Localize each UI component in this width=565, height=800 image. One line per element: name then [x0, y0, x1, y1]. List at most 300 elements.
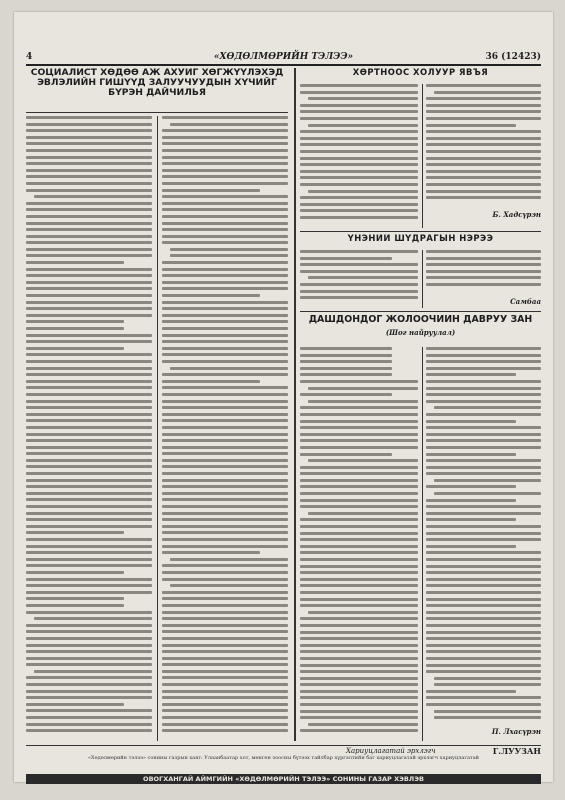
section-divider [294, 68, 296, 741]
text-line [426, 703, 541, 706]
text-line [26, 189, 152, 192]
section-rule [300, 231, 541, 232]
text-line [300, 729, 418, 732]
text-line [162, 169, 288, 172]
text-line [162, 498, 288, 501]
text-line [300, 710, 418, 713]
text-line [26, 268, 152, 271]
signature-block-3 [426, 727, 541, 739]
text-line [162, 202, 288, 205]
text-line [162, 189, 260, 192]
text-line [308, 124, 418, 127]
text-line [162, 472, 288, 475]
author-signature: Б. Хадсүрэн [492, 210, 541, 219]
text-line [162, 617, 288, 620]
text-line [300, 604, 418, 607]
text-line [300, 683, 418, 686]
text-line [426, 433, 541, 436]
text-line [426, 283, 541, 286]
text-line [162, 479, 288, 482]
text-line [426, 380, 541, 383]
text-line [162, 604, 288, 607]
text-line [426, 545, 516, 548]
text-line [26, 314, 152, 317]
text-line [300, 670, 418, 673]
text-line [26, 709, 152, 712]
text-line [426, 176, 541, 179]
text-line [26, 531, 124, 534]
text-line [426, 690, 516, 693]
text-line [300, 584, 418, 587]
text-line [162, 531, 288, 534]
text-line [434, 683, 541, 686]
top-right-article-headline: ХӨРТНООС ХОЛУУР ЯВЪЯ [352, 68, 489, 77]
text-line [300, 624, 418, 627]
section-rule [300, 311, 541, 312]
text-line [162, 446, 288, 449]
text-line [162, 709, 288, 712]
text-line [162, 162, 288, 165]
text-line [300, 393, 392, 396]
text-line [300, 525, 418, 528]
text-line [162, 591, 288, 594]
text-line [426, 650, 541, 653]
text-line [300, 499, 418, 502]
text-line [26, 663, 152, 666]
text-line [300, 347, 392, 350]
text-line [26, 512, 152, 515]
text-line [300, 250, 418, 253]
author-signature: П. Лхасүрэн [491, 727, 541, 736]
text-line [26, 723, 152, 726]
text-line [162, 492, 288, 495]
text-line [26, 400, 152, 403]
text-line [434, 406, 541, 409]
text-line [162, 525, 288, 528]
text-line [162, 347, 288, 350]
text-line [426, 644, 541, 647]
text-line [300, 492, 418, 495]
text-line [426, 137, 541, 140]
text-line [300, 263, 418, 266]
text-line [26, 281, 152, 284]
text-line [426, 512, 541, 515]
text-line [426, 505, 541, 508]
text-line [426, 499, 516, 502]
text-line [26, 254, 152, 257]
text-line [300, 485, 418, 488]
text-line [426, 97, 541, 100]
left-headline-block [26, 68, 288, 112]
text-line [426, 558, 541, 561]
text-line [162, 703, 288, 706]
text-line [162, 611, 288, 614]
text-line [170, 558, 288, 561]
text-line [162, 142, 288, 145]
text-line [162, 149, 288, 152]
text-line [426, 163, 541, 166]
text-line [26, 162, 152, 165]
text-line [162, 690, 288, 693]
text-line [308, 400, 418, 403]
text-line [26, 676, 152, 679]
text-line [426, 453, 516, 456]
text-line [308, 387, 418, 390]
text-line [426, 624, 541, 627]
text-line [26, 564, 152, 567]
text-line [26, 446, 152, 449]
text-line [162, 538, 288, 541]
text-line [162, 281, 288, 284]
text-line [26, 611, 152, 614]
left-article-column-1 [26, 116, 152, 741]
text-line [26, 301, 152, 304]
text-line [162, 301, 288, 304]
text-line [26, 380, 152, 383]
column-divider [422, 84, 423, 228]
text-line [26, 518, 152, 521]
text-line [300, 157, 418, 160]
masthead [26, 52, 541, 66]
text-line [162, 136, 288, 139]
text-line [426, 250, 541, 253]
left-article-headline: СОЦИАЛИСТ ХӨДӨӨ АЖ АХУЙГ ХӨГЖҮҮЛЭХЭД ЭВЛЭЛИЙН ГИШҮҮД ЗАЛУУЧУУДЫН ХҮЧИЙГ БҮРЭН ДАЙЧИЛЬЯ [30, 68, 284, 99]
text-line [26, 452, 152, 455]
top-right-column-1 [300, 84, 418, 228]
newspaper-page [14, 12, 553, 782]
text-line [300, 209, 418, 212]
text-line [426, 400, 541, 403]
text-line [426, 347, 541, 350]
text-line [426, 617, 541, 620]
text-line [300, 716, 418, 719]
text-line [162, 729, 288, 732]
text-line [26, 235, 152, 238]
text-line [300, 591, 418, 594]
text-line [426, 459, 541, 462]
text-line [426, 104, 541, 107]
text-line [426, 110, 541, 113]
text-line [26, 136, 152, 139]
text-line [308, 276, 418, 279]
text-line [308, 512, 418, 515]
column-divider [422, 347, 423, 741]
text-line [26, 479, 152, 482]
text-line [426, 130, 541, 133]
text-line [26, 485, 152, 488]
text-line [162, 676, 288, 679]
text-line [426, 446, 541, 449]
text-line [434, 716, 541, 719]
text-line [162, 452, 288, 455]
text-line [26, 558, 152, 561]
text-line [300, 545, 418, 548]
text-line [162, 156, 288, 159]
text-line [426, 263, 541, 266]
text-line [426, 532, 541, 535]
top-right-column-2 [426, 84, 541, 208]
text-line [162, 545, 288, 548]
text-line [26, 433, 152, 436]
mid-right-headline-block [300, 234, 541, 246]
bottom-right-column-2 [426, 347, 541, 725]
text-line [162, 334, 288, 337]
text-line [162, 222, 288, 225]
text-line [426, 571, 541, 574]
text-line [426, 578, 541, 581]
text-line [170, 584, 288, 587]
text-line [300, 137, 418, 140]
text-line [34, 195, 152, 198]
text-line [26, 123, 152, 126]
text-line [170, 123, 288, 126]
text-line [300, 150, 418, 153]
mid-right-column-2 [426, 250, 541, 296]
text-line [26, 459, 152, 462]
text-line [162, 327, 288, 330]
text-line [162, 571, 288, 574]
text-line [308, 459, 418, 462]
column-divider [422, 250, 423, 308]
text-line [162, 551, 260, 554]
text-line [426, 525, 541, 528]
text-line [300, 170, 418, 173]
publisher-info: «Хөдөлмөрийн тэлээ» сонины газрын хаяг: Улаанбаатар хот, мөнгөн зоосны бүтээх тайлбар хүргэлтийн баг хариуцлагатай эрхлэгч хариуцлагатай [87, 755, 480, 761]
text-line [26, 703, 124, 706]
text-line [26, 630, 152, 633]
text-line [26, 578, 152, 581]
text-line [426, 387, 541, 390]
text-line [434, 710, 541, 713]
left-article-column-2 [162, 116, 288, 741]
text-line [426, 551, 541, 554]
text-line [426, 631, 541, 634]
text-line [300, 664, 418, 667]
text-line [162, 650, 288, 653]
text-line [300, 532, 418, 535]
text-line [308, 97, 418, 100]
text-line [162, 657, 288, 660]
text-line [308, 190, 418, 193]
text-line [26, 729, 152, 732]
text-line [26, 353, 152, 356]
text-line [26, 525, 152, 528]
text-line [162, 505, 288, 508]
text-line [162, 578, 288, 581]
bottom-right-article-headline: ДАШДОНДОГ ЖОЛООЧИЙН ДАВРУУ ЗАН [308, 315, 533, 325]
text-line [26, 340, 152, 343]
text-line [300, 505, 418, 508]
text-line [162, 465, 288, 468]
text-line [300, 380, 418, 383]
text-line [162, 380, 260, 383]
text-line [26, 597, 124, 600]
text-line [162, 419, 288, 422]
author-signature: Самбаа [510, 297, 541, 306]
text-line [26, 129, 152, 132]
text-line [300, 426, 418, 429]
text-line [426, 518, 516, 521]
text-line [300, 84, 418, 87]
text-line [26, 591, 152, 594]
text-line [26, 393, 152, 396]
text-line [162, 360, 288, 363]
text-line [300, 558, 418, 561]
text-line [300, 637, 418, 640]
text-line [426, 611, 541, 614]
text-line [300, 518, 418, 521]
text-line [26, 439, 152, 442]
text-line [300, 183, 418, 186]
text-line [26, 538, 152, 541]
text-line [26, 657, 152, 660]
text-line [162, 215, 288, 218]
signature-block-1 [426, 210, 541, 228]
text-line [170, 248, 288, 251]
text-line [300, 163, 418, 166]
text-line [162, 241, 288, 244]
signature-block-2 [426, 297, 541, 309]
text-line [300, 117, 418, 120]
text-line [26, 545, 152, 548]
text-line [26, 426, 152, 429]
paper-title: «ХӨДӨЛМӨРИЙН ТЭЛЭЭ» [213, 52, 354, 62]
text-line [426, 664, 541, 667]
text-line [300, 650, 418, 653]
text-line [426, 420, 516, 423]
text-line [162, 439, 288, 442]
text-line [300, 104, 418, 107]
text-line [162, 683, 288, 686]
text-line [308, 723, 418, 726]
text-line [162, 287, 288, 290]
text-line [26, 261, 124, 264]
text-line [26, 637, 152, 640]
text-line [300, 565, 418, 568]
text-line [300, 657, 418, 660]
text-line [300, 413, 418, 416]
text-line [162, 406, 288, 409]
text-line [162, 307, 288, 310]
text-line [26, 683, 152, 686]
text-line [426, 472, 541, 475]
text-line [26, 716, 152, 719]
text-line [300, 354, 392, 357]
text-line [426, 584, 541, 587]
text-line [162, 116, 288, 119]
text-line [162, 518, 288, 521]
bottom-right-subheadline: (Шог найруулал) [385, 328, 456, 338]
text-line [26, 373, 152, 376]
text-line [26, 624, 152, 627]
text-line [162, 340, 288, 343]
text-line [26, 571, 124, 574]
mid-right-column-1 [300, 250, 418, 308]
text-line [162, 235, 288, 238]
bottom-right-column-1 [300, 347, 418, 741]
text-line [26, 222, 152, 225]
text-line [300, 703, 418, 706]
text-line [300, 433, 418, 436]
text-line [300, 538, 418, 541]
text-line [26, 248, 152, 251]
text-line [162, 228, 288, 231]
text-line [26, 604, 124, 607]
text-line [170, 367, 288, 370]
text-line [300, 367, 392, 370]
text-line [26, 690, 152, 693]
text-line [26, 498, 152, 501]
text-line [26, 182, 152, 185]
text-line [300, 479, 418, 482]
text-line [426, 413, 541, 416]
text-line [300, 696, 418, 699]
text-line [26, 241, 152, 244]
text-line [426, 538, 541, 541]
text-line [300, 472, 418, 475]
text-line [26, 202, 152, 205]
text-line [26, 327, 124, 330]
text-line [26, 406, 152, 409]
text-line [162, 426, 288, 429]
text-line [162, 268, 288, 271]
text-line [300, 373, 392, 376]
column-divider [157, 116, 158, 741]
text-line [300, 578, 418, 581]
text-line [162, 208, 288, 211]
text-line [26, 465, 152, 468]
text-line [426, 657, 541, 660]
text-line [426, 276, 541, 279]
text-line [162, 182, 288, 185]
text-line [426, 257, 541, 260]
text-line [162, 512, 288, 515]
text-line [426, 270, 541, 273]
text-line [26, 644, 152, 647]
text-line [26, 208, 152, 211]
text-line [300, 453, 392, 456]
text-line [162, 261, 288, 264]
text-line [26, 551, 152, 554]
text-line [300, 130, 418, 133]
text-line [162, 393, 288, 396]
text-line [162, 716, 288, 719]
text-line [426, 360, 541, 363]
text-line [426, 598, 541, 601]
text-line [26, 419, 152, 422]
text-line [426, 196, 541, 199]
text-line [300, 270, 418, 273]
text-line [426, 466, 541, 469]
text-line [162, 485, 288, 488]
mid-right-article-headline: ҮНЭНИЙ ШҮДРАГЫН НЭРЭЭ [347, 234, 494, 243]
text-line [426, 565, 541, 568]
text-line [426, 124, 516, 127]
text-line [300, 110, 418, 113]
text-line [162, 195, 288, 198]
text-line [162, 413, 288, 416]
text-line [162, 314, 288, 317]
text-line [162, 459, 288, 462]
text-line [162, 274, 288, 277]
text-line [426, 157, 541, 160]
text-line [426, 170, 541, 173]
text-line [426, 485, 516, 488]
text-line [426, 637, 541, 640]
bottom-right-headline-block [300, 315, 541, 343]
issue-number: 36 (12423) [485, 52, 541, 62]
text-line [162, 624, 288, 627]
